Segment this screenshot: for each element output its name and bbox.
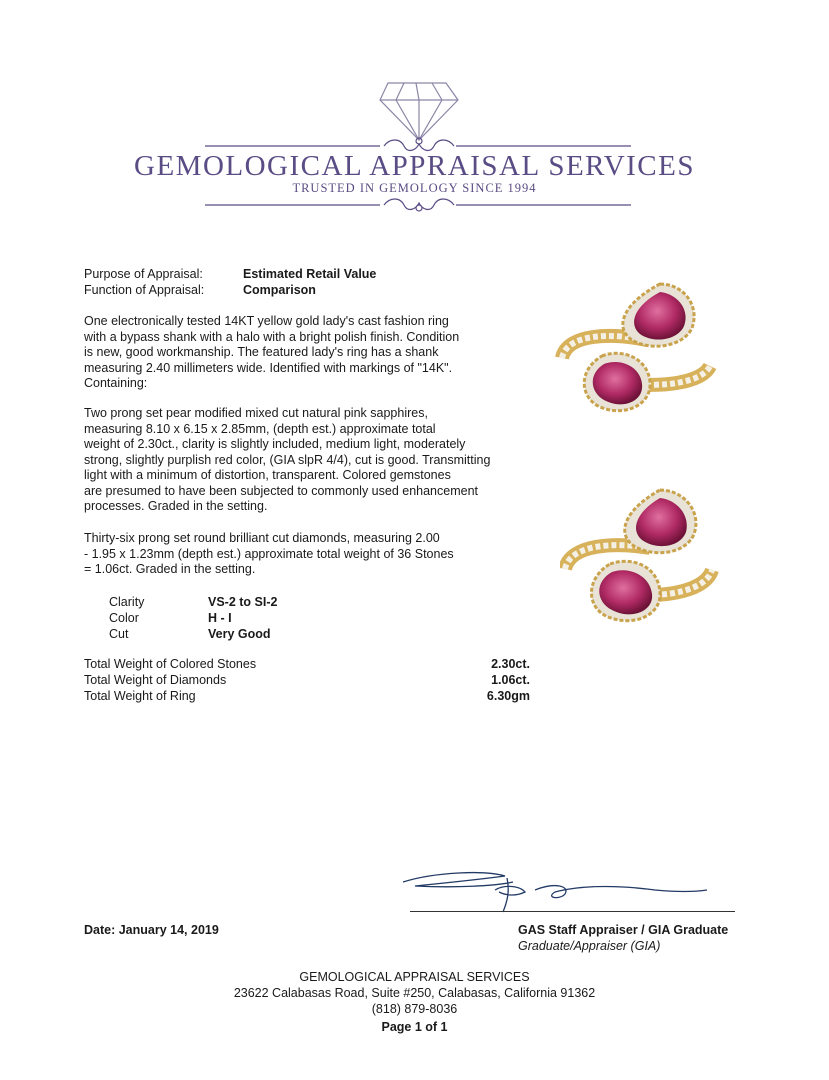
total-ring-value: 6.30gm <box>486 689 530 703</box>
total-colored-value: 2.30ct. <box>491 657 530 671</box>
total-colored-label: Total Weight of Colored Stones <box>84 657 257 671</box>
color-label: Color <box>109 611 139 625</box>
cut-value: Very Good <box>208 627 271 641</box>
purpose-label: Purpose of Appraisal: <box>84 267 203 281</box>
diamond-icon <box>380 83 458 140</box>
signature-line <box>410 911 735 912</box>
total-diamonds-label: Total Weight of Diamonds <box>84 673 227 687</box>
handwritten-signature <box>395 862 735 917</box>
color-value: H - I <box>208 611 232 625</box>
clarity-value: VS-2 to SI-2 <box>208 595 278 609</box>
top-ornament-rule <box>205 138 631 150</box>
ring-photo <box>552 278 722 423</box>
clarity-label: Clarity <box>109 595 145 609</box>
appraisal-date: Date: January 14, 2019 <box>84 923 219 937</box>
footer-phone: (818) 879-8036 <box>371 1002 458 1016</box>
diamond-description: Thirty-six prong set round brilliant cut diamonds, measuring 2.00 - 1.95 x 1.23mm (depth est.) approximate total weight of 36 Stones = 1.06ct. Graded in the setting. <box>84 531 454 576</box>
footer-company: GEMOLOGICAL APPRAISAL SERVICES <box>299 970 530 984</box>
bottom-ornament-rule <box>205 199 631 211</box>
footer-address: 23622 Calabasas Road, Suite #250, Calabasas, California 91362 <box>233 986 596 1000</box>
appraiser-subtitle: Graduate/Appraiser (GIA) <box>518 939 661 953</box>
ring-description: One electronically tested 14KT yellow gold lady's cast fashion ring with a bypass shank with a halo with a bright polish finish. Condition is new, good workmanship. The featured lady's ring has a shank measuring 2.40 millimeters wide. Identified with markings of "14K". Containing: <box>84 314 460 390</box>
company-name: GEMOLOGICAL APPRAISAL SERVICES <box>134 150 695 182</box>
cut-label: Cut <box>109 627 129 641</box>
total-ring-label: Total Weight of Ring <box>84 689 196 703</box>
page-number: Page 1 of 1 <box>381 1020 448 1034</box>
function-label: Function of Appraisal: <box>84 283 205 297</box>
purpose-value: Estimated Retail Value <box>243 267 377 281</box>
total-diamonds-value: 1.06ct. <box>491 673 530 687</box>
appraiser-title: GAS Staff Appraiser / GIA Graduate <box>518 923 729 937</box>
company-tagline: TRUSTED IN GEMOLOGY SINCE 1994 <box>292 181 537 195</box>
ring-photo <box>560 484 725 629</box>
function-value: Comparison <box>243 283 316 297</box>
sapphire-description: Two prong set pear modified mixed cut natural pink sapphires, measuring 8.10 x 6.15 x 2.85mm, (depth est.) approximate total weight of 2.30ct., clarity is slightly included, medium light, moderately strong, slightly purplish red color, (GIA slpR 4/4), cut is good. Transmitting light with a minimum of distortion, transparent. Colored gemstones are presumed to have been subjected to commonly used enhancement processes. Graded in the setting. <box>84 406 491 513</box>
